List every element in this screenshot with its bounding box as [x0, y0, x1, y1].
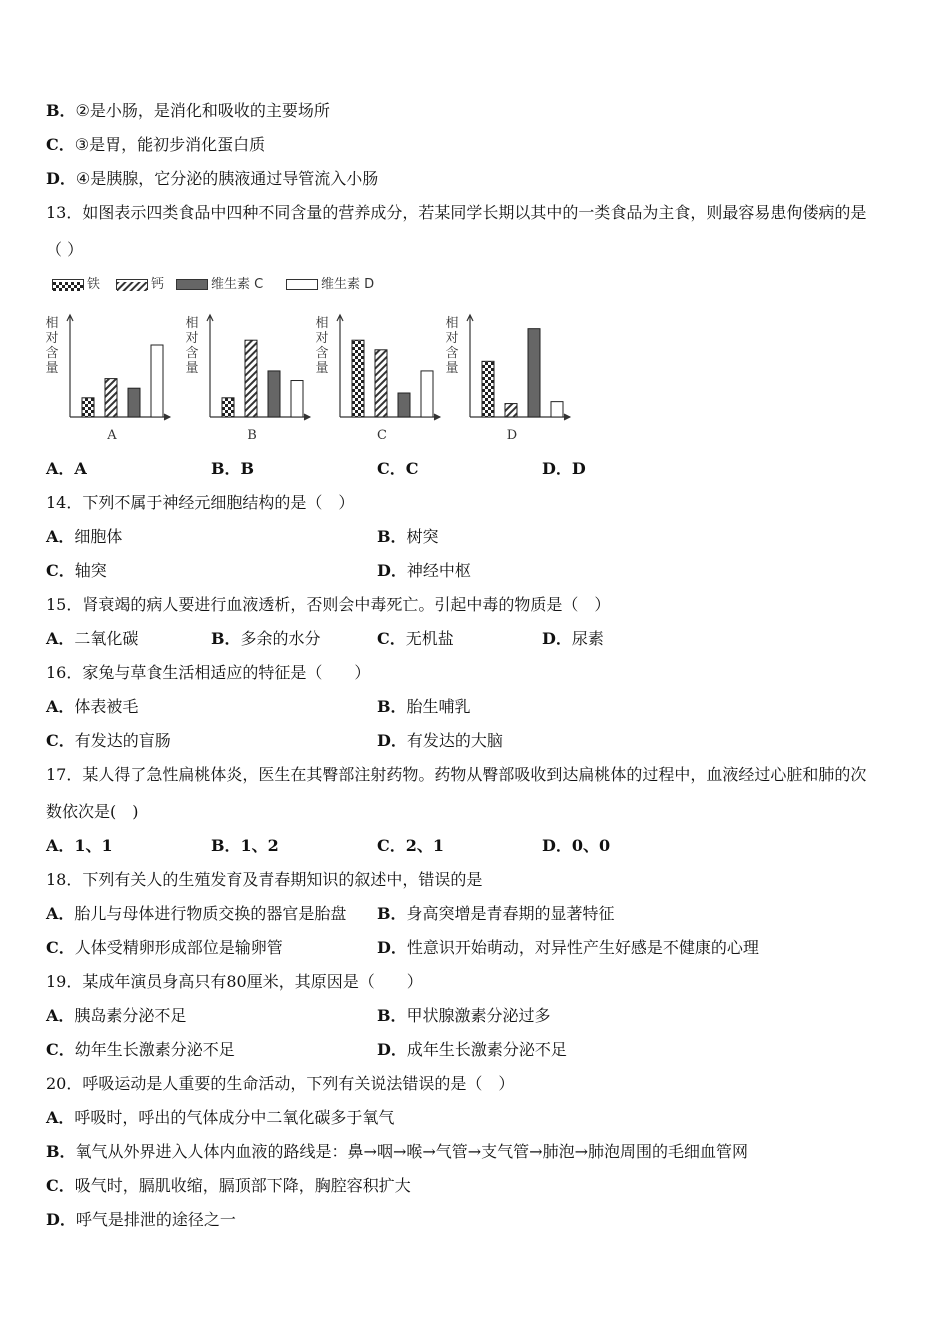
q15-stem: 15．肾衰竭的病人要进行血液透析，否则会中毒死亡。引起中毒的物质是（ ）: [46, 595, 611, 614]
q18-option-b: B．身高突增是青春期的显著特征: [377, 904, 615, 923]
legend-item-vitamin-c: 维生素 C: [176, 273, 263, 292]
q19-option-b: B．甲状腺激素分泌过多: [377, 1006, 551, 1025]
q15-option-c: C．无机盐: [377, 629, 454, 648]
q15-option-b: B．多余的水分: [211, 629, 321, 648]
q19-option-a: A．胰岛素分泌不足: [46, 1006, 187, 1025]
q12-option-c: C．③是胃，能初步消化蛋白质: [46, 135, 266, 154]
y-axis-label-char: 量: [45, 361, 59, 376]
bar-calcium: [505, 404, 517, 417]
chart-d: [440, 305, 580, 445]
q17-stem-cont: 数依次是( ): [46, 802, 139, 821]
x-axis-arrow-icon: [164, 414, 170, 420]
y-axis-label-char: 对: [445, 331, 459, 346]
legend-swatch-calcium: [116, 279, 148, 290]
q19-stem: 19．某成年演员身高只有80厘米，其原因是（ ）: [46, 972, 423, 991]
q20-option-d: D．呼气是排泄的途径之一: [46, 1210, 236, 1229]
q16-option-d: D．有发达的大脑: [377, 731, 503, 750]
bar-calcium: [375, 350, 387, 417]
q13-option-d: D．D: [542, 459, 586, 478]
q13-stem: 13．如图表示四类食品中四种不同含量的营养成分，若某同学长期以其中的一类食品为主食，则最容易患佝偻病的是: [46, 203, 867, 222]
y-axis-label-char: 对: [315, 331, 329, 346]
q19-option-c: C．幼年生长激素分泌不足: [46, 1040, 235, 1059]
bar-vitamin-c: [268, 371, 280, 417]
chart-a: [40, 305, 175, 445]
x-axis-arrow-icon: [564, 414, 570, 420]
bar-calcium: [245, 340, 257, 417]
y-axis-label-char: 含: [45, 346, 59, 361]
y-axis-label-char: 量: [315, 361, 329, 376]
chart-title: B: [247, 428, 257, 443]
q13-option-c: C．C: [377, 459, 419, 478]
q20-option-b: B．氧气从外界进入人体内血液的路线是：鼻→咽→喉→气管→支气管→肺泡→肺泡周围的毛细血管网: [46, 1142, 748, 1161]
bar-vitamin-c: [128, 388, 140, 417]
legend-swatch-iron: [52, 279, 84, 290]
q12-option-d: D．④是胰腺，它分泌的胰液通过导管流入小肠: [46, 169, 379, 188]
q16-option-b: B．胎生哺乳: [377, 697, 471, 716]
bar-vitamin-d: [151, 345, 163, 417]
chart-a-svg: [40, 305, 175, 445]
bar-vitamin-d: [291, 381, 303, 417]
q17-stem: 17．某人得了急性扁桃体炎，医生在其臀部注射药物。药物从臀部吸收到达扁桃体的过程中，血液经过心脏和肺的次: [46, 765, 867, 784]
y-axis-label-char: 量: [445, 361, 459, 376]
y-axis-label-char: 含: [185, 346, 199, 361]
bar-iron: [482, 361, 494, 417]
q20-stem: 20．呼吸运动是人重要的生命活动，下列有关说法错误的是（ ）: [46, 1074, 515, 1093]
bar-vitamin-c: [528, 329, 540, 417]
chart-title: A: [107, 428, 117, 443]
q14-option-a: A．细胞体: [46, 527, 123, 546]
q13-stem-paren: （ ）: [46, 240, 84, 259]
bar-calcium: [105, 379, 117, 417]
q20-option-c: C．吸气时，膈肌收缩，膈顶部下降，胸腔容积扩大: [46, 1176, 411, 1195]
q18-option-d: D．性意识开始萌动，对异性产生好感是不健康的心理: [377, 938, 759, 957]
bar-vitamin-d: [551, 402, 563, 417]
q17-option-c: C．2、1: [377, 836, 445, 855]
y-axis-label-char: 相: [185, 316, 199, 331]
q14-option-d: D．神经中枢: [377, 561, 471, 580]
q14-option-b: B．树突: [377, 527, 439, 546]
chart-d-svg: [440, 305, 580, 445]
chart-b-svg: [180, 305, 315, 445]
legend-item-calcium: 钙: [116, 273, 164, 292]
q13-option-a: A．A: [46, 459, 87, 478]
legend-swatch-vitamin-d: [286, 279, 318, 290]
q18-option-c: C．人体受精卵形成部位是输卵管: [46, 938, 283, 957]
q18-option-a: A．胎儿与母体进行物质交换的器官是胎盘: [46, 904, 347, 923]
y-axis-label-char: 含: [445, 346, 459, 361]
y-axis-label-char: 对: [185, 331, 199, 346]
legend-item-iron: 铁: [52, 273, 100, 292]
y-axis-label-char: 对: [45, 331, 59, 346]
chart-c: [310, 305, 445, 445]
q14-stem: 14．下列不属于神经元细胞结构的是（ ）: [46, 493, 355, 512]
chart-b: [180, 305, 315, 445]
q18-stem: 18．下列有关人的生殖发育及青春期知识的叙述中，错误的是: [46, 870, 483, 889]
y-axis-label-char: 相: [45, 316, 59, 331]
q20-option-a: A．呼吸时，呼出的气体成分中二氧化碳多于氧气: [46, 1108, 395, 1127]
y-axis-label-char: 含: [315, 346, 329, 361]
y-axis-label-char: 相: [315, 316, 329, 331]
q16-option-a: A．体表被毛: [46, 697, 139, 716]
bar-iron: [222, 398, 234, 417]
bar-iron: [82, 398, 94, 417]
legend-item-vitamin-d: 维生素 D: [286, 273, 374, 292]
chart-title: C: [377, 428, 387, 443]
q16-stem: 16．家兔与草食生活相适应的特征是（ ）: [46, 663, 371, 682]
y-axis-label-char: 量: [185, 361, 199, 376]
q16-option-c: C．有发达的盲肠: [46, 731, 171, 750]
legend-swatch-vitamin-c: [176, 279, 208, 290]
q12-option-b: B．②是小肠，是消化和吸收的主要场所: [46, 101, 330, 120]
chart-c-svg: [310, 305, 445, 445]
q15-option-a: A．二氧化碳: [46, 629, 139, 648]
bar-iron: [352, 340, 364, 417]
bar-vitamin-d: [421, 371, 433, 417]
y-axis-label-char: 相: [445, 316, 459, 331]
q19-option-d: D．成年生长激素分泌不足: [377, 1040, 567, 1059]
bar-vitamin-c: [398, 393, 410, 417]
q13-option-b: B．B: [211, 459, 255, 478]
q17-option-d: D．0、0: [542, 836, 611, 855]
chart-title: D: [506, 428, 518, 443]
q17-option-b: B．1、2: [211, 836, 279, 855]
q15-option-d: D．尿素: [542, 629, 604, 648]
q14-option-c: C．轴突: [46, 561, 107, 580]
q17-option-a: A．1、1: [46, 836, 113, 855]
